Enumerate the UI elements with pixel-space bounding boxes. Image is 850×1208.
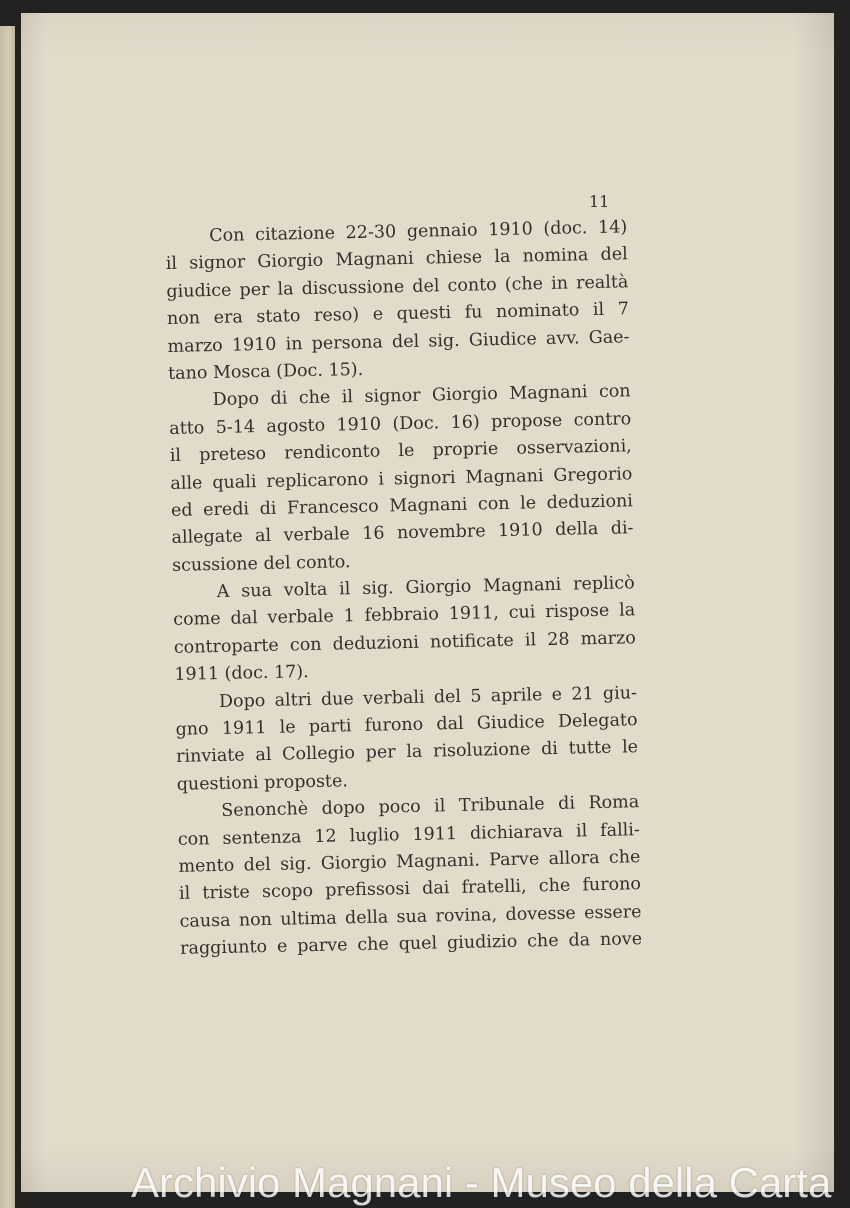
text-line: Dopo di che il signor Giorgio Magnani con: [212, 381, 631, 411]
text-line: mento del sig. Giorgio Magnani. Parve allora che: [178, 847, 641, 877]
page-number: 11: [589, 192, 610, 211]
paragraph: [177, 789, 642, 963]
text-line: scussione del conto.: [171, 551, 351, 576]
text-line: giudice per la discussione del conto (che in realtà: [166, 272, 629, 302]
text-line: il triste scopo prefissosi dai fratelli, che furono: [178, 874, 642, 905]
text-line: il signor Giorgio Magnani chiese la nomina del: [165, 244, 628, 275]
paragraph: [175, 680, 639, 799]
text-line: allegate al verbale 16 novembre 1910 della di-: [171, 518, 634, 549]
archive-watermark: Archivio Magnani - Museo della Carta: [131, 1159, 832, 1206]
adjacent-page-edge: [0, 26, 15, 1208]
paragraph: [172, 570, 636, 689]
text-line: marzo 1910 in persona del sig. Giudice avv. Gae-: [167, 326, 630, 357]
body-text: [165, 214, 642, 963]
text-line: alle quali replicarono i signori Magnani Gregorio: [170, 463, 633, 494]
text-line: il preteso rendiconto le proprie osservazioni,: [169, 436, 632, 467]
text-line: Senonchè dopo poco il Tribunale di Roma: [221, 792, 640, 822]
text-line: controparte con deduzioni notificate il 28 marzo: [173, 628, 636, 658]
text-line: rinviate al Collegio per la risoluzione di tutte le: [175, 737, 639, 768]
text-line: 1911 (doc. 17).: [174, 662, 309, 686]
paragraph: [165, 214, 630, 388]
text-line: atto 5-14 agosto 1910 (Doc. 16) propose contro: [169, 409, 632, 439]
text-line: Dopo altri due verbali del 5 aprile e 21 giu-: [218, 682, 638, 712]
text-line: ed eredi di Francesco Magnani con le deduzioni: [170, 491, 634, 521]
text-line: A sua volta il sig. Giorgio Magnani replicò: [216, 573, 635, 603]
text-line: gno 1911 le parti furono dal Giudice Delegato: [175, 710, 638, 740]
text-line: con sentenza 12 luglio 1911 dichiarava il falli-: [177, 819, 641, 850]
text-line: non era stato reso) e questi fu nominato il 7: [166, 299, 630, 330]
text-line: come dal verbale 1 febbraio 1911, cui rispose la: [173, 600, 636, 631]
text-line: questioni proposte.: [176, 771, 349, 795]
paragraph: [168, 379, 634, 580]
text-line: tano Mosca (Doc. 15).: [167, 359, 364, 384]
text-line: Con citazione 22-30 gennaio 1910 (doc. 14): [209, 217, 628, 247]
text-line: causa non ultima della sua rovina, dovesse essere: [179, 901, 642, 932]
text-line: raggiunto e parve che quel giudizio che da nove: [179, 929, 643, 959]
